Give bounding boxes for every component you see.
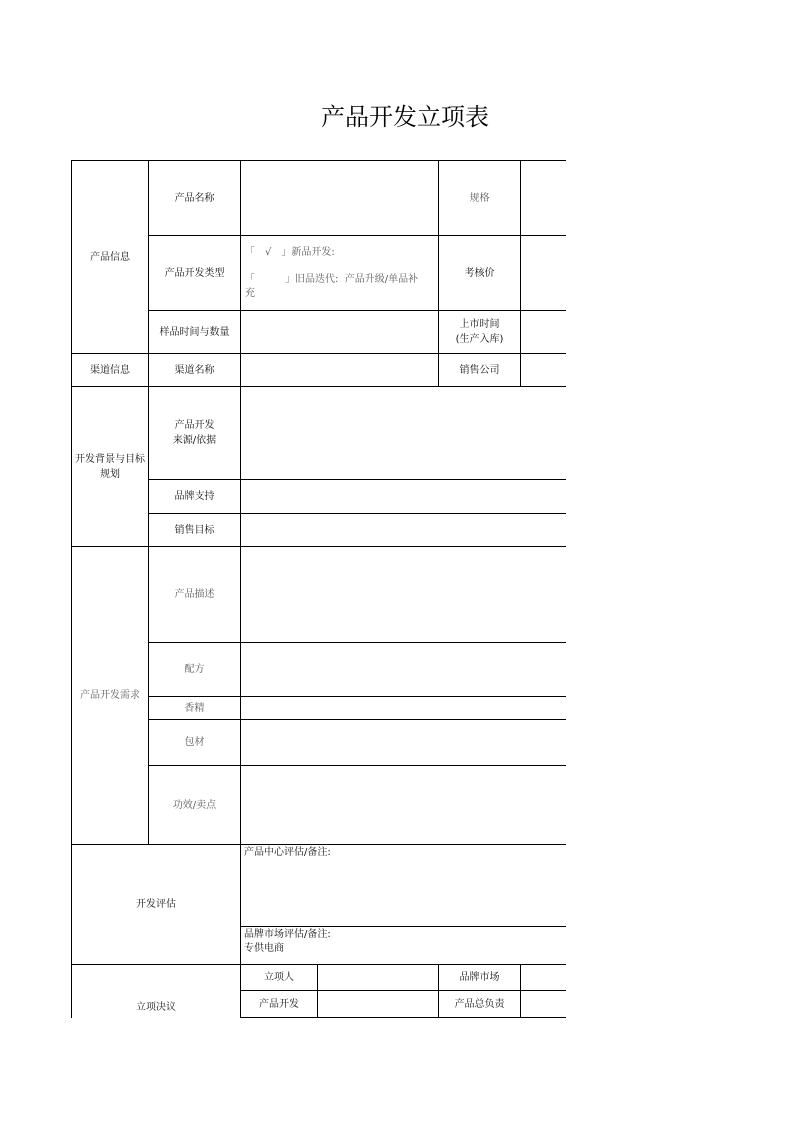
product-lead-value — [521, 991, 566, 1018]
project-form-table — [71, 160, 566, 1018]
initiator-label: 立项人 — [241, 965, 318, 991]
brand-market-label: 品牌市场 — [439, 965, 521, 991]
packaging-value — [241, 720, 566, 766]
description-value — [241, 547, 566, 643]
brand-support-value — [241, 480, 566, 514]
sales-company-label: 销售公司 — [439, 354, 521, 387]
product-dev-value — [318, 991, 439, 1018]
product-center-note: 产品中心评估/备注: — [241, 845, 566, 927]
section-evaluation: 开发评估 — [72, 845, 241, 965]
dev-type-label: 产品开发类型 — [149, 236, 241, 311]
source-value — [241, 387, 566, 480]
brand-market-note: 品牌市场评估/备注: 专供电商 — [241, 927, 566, 965]
spec-value — [521, 161, 566, 236]
sales-company-value — [521, 354, 566, 387]
sales-target-label: 销售目标 — [149, 514, 241, 547]
page-title: 产品开发立项表 — [321, 103, 489, 131]
dev-type-option-iteration: 「 」旧品迭代: 产品升级/单品补充 — [245, 274, 419, 299]
product-name-label: 产品名称 — [149, 161, 241, 236]
packaging-label: 包材 — [149, 720, 241, 766]
brand-market-value — [521, 965, 566, 991]
price-label: 考核价 — [439, 236, 521, 311]
initiator-value — [318, 965, 439, 991]
product-name-value — [241, 161, 439, 236]
efficacy-label: 功效/卖点 — [149, 766, 241, 845]
product-lead-label: 产品总负责 — [439, 991, 521, 1018]
channel-name-label: 渠道名称 — [149, 354, 241, 387]
fragrance-value — [241, 697, 566, 720]
product-dev-label: 产品开发 — [241, 991, 318, 1018]
description-label: 产品描述 — [149, 547, 241, 643]
sample-label: 样品时间与数量 — [149, 311, 241, 354]
section-product-info: 产品信息 — [72, 161, 149, 354]
channel-name-value — [241, 354, 439, 387]
source-label: 产品开发 来源/依据 — [149, 387, 241, 480]
dev-type-options — [241, 233, 428, 314]
section-background: 开发背景与目标规划 — [72, 387, 149, 547]
sales-target-value — [241, 514, 566, 547]
dev-type-option-new: 「 √ 」新品开发: — [245, 247, 335, 258]
sample-value — [241, 311, 439, 354]
fragrance-label: 香精 — [149, 697, 241, 720]
formula-label: 配方 — [149, 643, 241, 697]
section-decision: 立项决议 — [72, 965, 241, 1018]
spec-label: 规格 — [439, 161, 521, 236]
launch-label: 上市时间 (生产入库) — [439, 311, 521, 354]
brand-support-label: 品牌支持 — [149, 480, 241, 514]
launch-value — [521, 311, 566, 354]
dev-type-value — [241, 236, 439, 311]
section-channel-info: 渠道信息 — [72, 354, 149, 387]
section-requirements: 产品开发需求 — [72, 547, 149, 845]
price-value — [521, 236, 566, 311]
efficacy-value — [241, 766, 566, 845]
formula-value — [241, 643, 566, 697]
